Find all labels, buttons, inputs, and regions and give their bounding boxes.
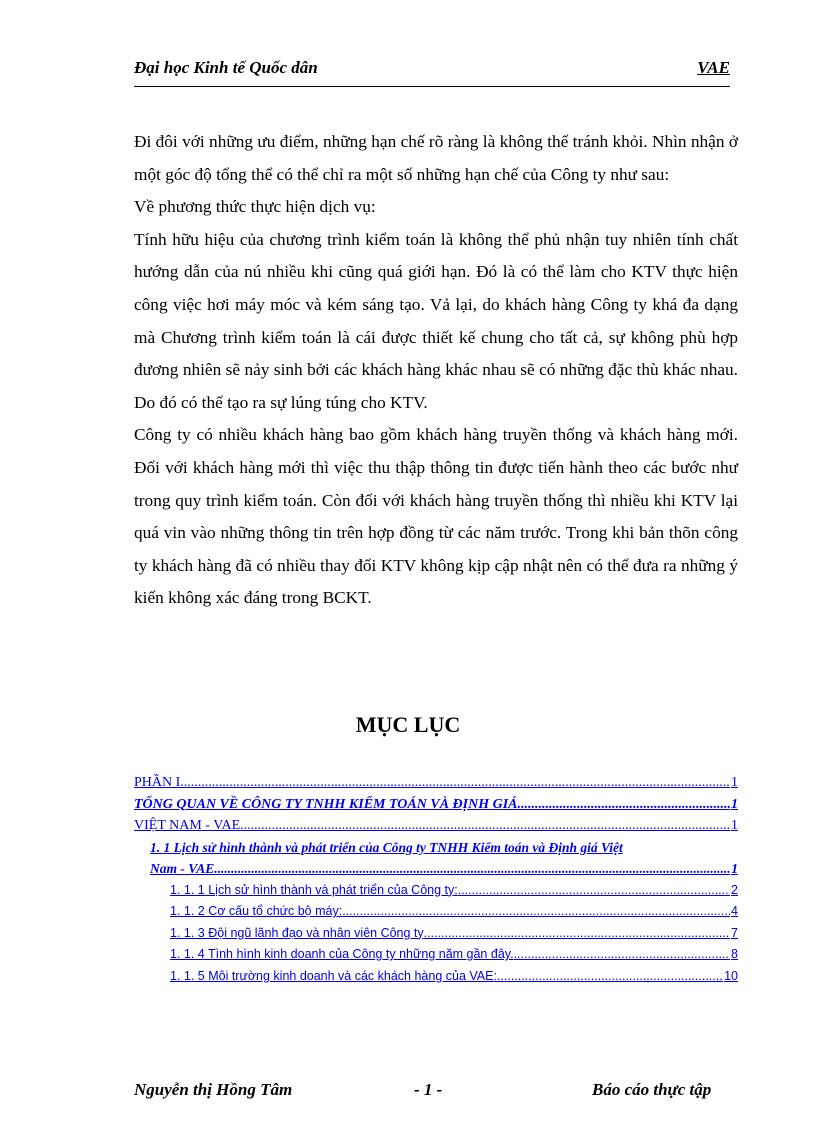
toc-entry-1-1-1[interactable] (134, 880, 738, 902)
toc-page-number: 1 (731, 796, 738, 812)
toc-entry-text: TỔNG QUAN VỀ CÔNG TY TNHH KIỂM TOÁN VÀ ĐỊNH GIÁ (134, 796, 518, 812)
paragraph: Về phương thức thực hiện dịch vụ: (134, 197, 376, 217)
toc-leader-dots (458, 880, 730, 902)
toc-entry-overview[interactable] (134, 794, 738, 816)
toc-entry-vae[interactable] (134, 815, 738, 837)
toc-entry-text-line2: Nam - VAE (150, 861, 215, 876)
body-text (134, 126, 738, 615)
toc-page-number: 10 (724, 968, 738, 983)
toc-leader-dots (180, 772, 730, 794)
toc-entry-text: 1. 1. 1 Lịch sử hình thành và phát triển của Công ty: (170, 882, 458, 897)
toc-entry-text: 1. 1. 3 Đội ngũ lãnh đạo và nhân viên Công ty (170, 925, 424, 940)
toc-leader-dots (342, 901, 730, 923)
toc-page-number: 1 (731, 818, 738, 833)
toc-entry-text: 1. 1. 5 Môi trường kinh doanh và các khách hàng của VAE: (170, 968, 497, 983)
toc-entry-1-1-2[interactable] (134, 901, 738, 923)
toc-leader-dots (424, 923, 730, 945)
toc-entry-text: 1. 1. 2 Cơ cấu tổ chức bộ máy: (170, 904, 343, 918)
toc-leader-dots (514, 944, 730, 966)
header-university: Đại học Kinh tế Quốc dân (134, 58, 318, 77)
toc-title: MỤC LỤC (355, 712, 461, 737)
toc-entry-1-1[interactable] (134, 837, 738, 880)
toc-page-number: 7 (731, 925, 738, 940)
toc-page-number: 1 (731, 775, 738, 790)
toc-page-number: 2 (731, 882, 738, 897)
toc-entry-1-1-4[interactable] (134, 944, 738, 966)
footer-author: Nguyễn thị Hồng Tâm (134, 1080, 293, 1099)
toc-entry-text: 1. 1. 4 Tình hình kinh doanh của Công ty những năm gần đây. (170, 947, 514, 961)
toc-leader-dots (214, 858, 730, 880)
paragraph: Đi đôi với những ưu điểm, những hạn chế rõ ràng là không thể tránh khỏi. Nhìn nhận ở một góc độ tổng thể có thể chỉ ra một số những hạn chế của Công ty như sau: (134, 132, 738, 184)
toc-entry-text-line1: 1. 1 Lịch sử hình thành và phát triển của Công ty TNHH Kiểm toán và Định giá Việt (150, 839, 623, 855)
toc-page-number: 8 (731, 947, 738, 961)
toc-page-number: 4 (731, 904, 738, 918)
header-company: VAE (697, 58, 730, 77)
toc-entry-text: VIỆT NAM - VAE (134, 818, 241, 833)
page-header (134, 56, 730, 87)
paragraph: Tính hữu hiệu của chương trình kiểm toán là không thể phủ nhận tuy nhiên tính chất hướng dẫn của nú nhiều khi cũng quá giới hạn. Đó là có thể làm cho KTV thực hiện công việc hơi máy móc và kém sáng tạo. Vả lại, do khách hàng Công ty khá đa dạng mà Chương trình kiểm toán là cái được thiết kế chung cho tất cả, sự không phù hợp đương nhiên sẽ nảy sinh bởi các khách hàng khác nhau sẽ có những đặc thù khác nhau. Do đó có thể tạo ra sự lúng túng cho KTV. (134, 229, 738, 412)
toc-entry-1-1-3[interactable] (134, 923, 738, 945)
toc-leader-dots (240, 815, 730, 837)
toc-entry-1-1-5[interactable] (134, 966, 738, 988)
paragraph: Công ty có nhiều khách hàng bao gồm khách hàng truyền thống và khách hàng mới. Đối với khách hàng mới thì việc thu thập thông tin được tiến hành theo các bước như trong quy trình kiểm toán. Còn đối với khách hàng truyền thống thì nhiều khi KTV lại quá vin vào những thông tin trên hợp đồng từ các năm trước. Trong khi bản thõn công ty khách hàng đã có nhiều thay đổi KTV không kịp cập nhật nên có thể đưa ra những ý kiến không xác đáng trong BCKT. (134, 425, 738, 608)
toc-entry-part-1[interactable] (134, 772, 738, 794)
toc-page-number: 1 (731, 861, 738, 876)
toc-leader-dots (517, 794, 730, 816)
footer-report-title: Báo cáo thực tập (592, 1080, 712, 1099)
footer-page-number: - 1 - (414, 1080, 443, 1099)
toc-entry-text: PHẦN I (134, 775, 181, 790)
table-of-contents (134, 772, 738, 987)
toc-leader-dots (497, 966, 723, 988)
